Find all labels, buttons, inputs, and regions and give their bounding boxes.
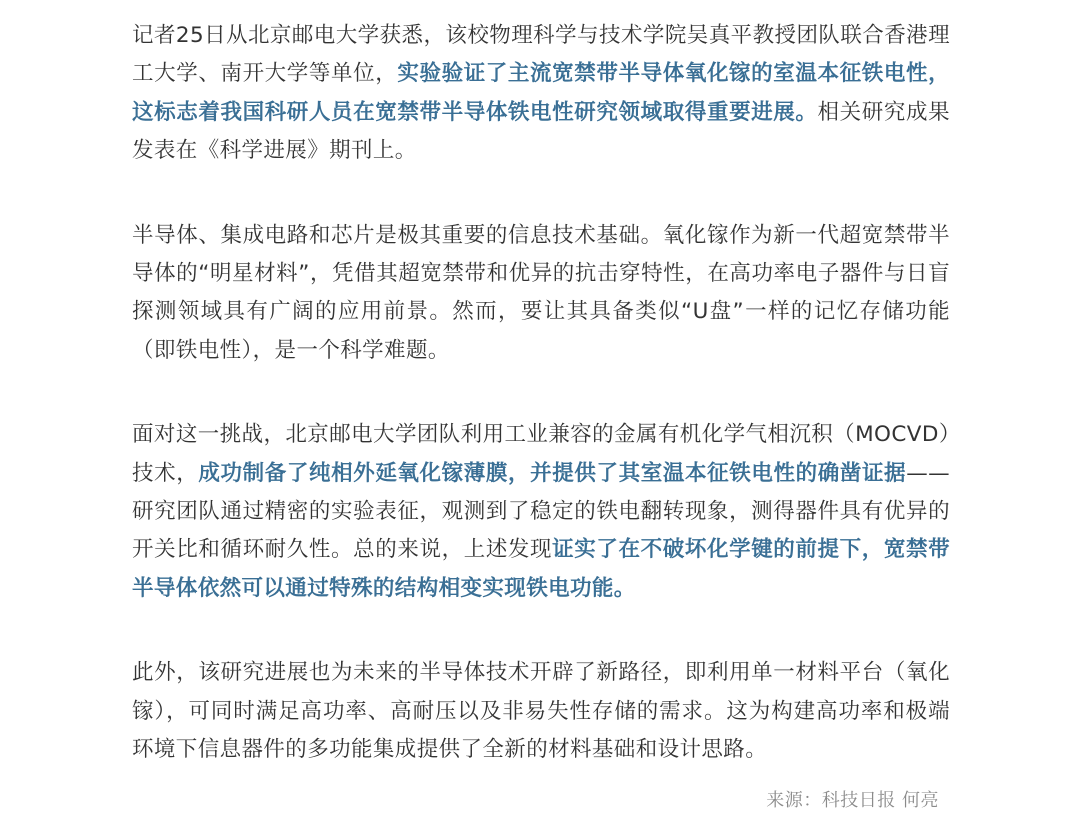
paragraph-1-text-a: 记者25日从北京邮电大学获悉，该校物理科学与技术学院吴真平教授团队联合香港理工大学、南开大学等单位， <box>132 23 950 87</box>
paragraph-1 <box>132 17 950 171</box>
paragraph-3 <box>132 416 950 608</box>
paragraph-3-highlight-1: 成功制备了纯相外延氧化镓薄膜，并提供了其室温本征铁电性的确凿证据 <box>198 460 907 486</box>
paragraph-3-text-a: 面对这一挑战，北京邮电大学团队利用工业兼容的金属有机化学气相沉积（MOCVD）技术， <box>132 422 950 486</box>
paragraph-1-highlight: 实验验证了主流宽禁带半导体氧化镓的室温本征铁电性，这标志着我国科研人员在宽禁带半导体铁电性研究领域取得重要进展。 <box>132 61 950 125</box>
paragraph-4-text: 此外，该研究进展也为未来的半导体技术开辟了新路径，即利用单一材料平台（氧化镓），可同时满足高功率、高耐压以及非易失性存储的需求。这为构建高功率和极端环境下信息器件的多功能集成提供了全新的材料基础和设计思路。 <box>132 660 950 763</box>
paragraph-3-text-c: ——研究团队通过精密的实验表征，观测到了稳定的铁电翻转现象，测得器件具有优异的开关比和循环耐久性。总的来说，上述发现 <box>132 460 950 563</box>
paragraph-4 <box>132 654 950 769</box>
paragraph-2 <box>132 217 950 371</box>
paragraph-2-text: 半导体、集成电路和芯片是极其重要的信息技术基础。氧化镓作为新一代超宽禁带半导体的“明星材料”，凭借其超宽禁带和优异的抗击穿特性，在高功率电子器件与日盲探测领域具有广阔的应用前景。然而，要让其具备类似“U盘”一样的记忆存储功能（即铁电性），是一个科学难题。 <box>132 222 950 363</box>
source-credit: 来源：科技日报 何亮 <box>766 790 939 811</box>
article-body <box>132 17 950 816</box>
paragraph-3-highlight-2: 证实了在不破坏化学键的前提下，宽禁带半导体依然可以通过特殊的结构相变实现铁电功能。 <box>132 537 951 601</box>
paragraph-1-text-c: 相关研究成果发表在《科学进展》期刊上。 <box>132 99 950 164</box>
